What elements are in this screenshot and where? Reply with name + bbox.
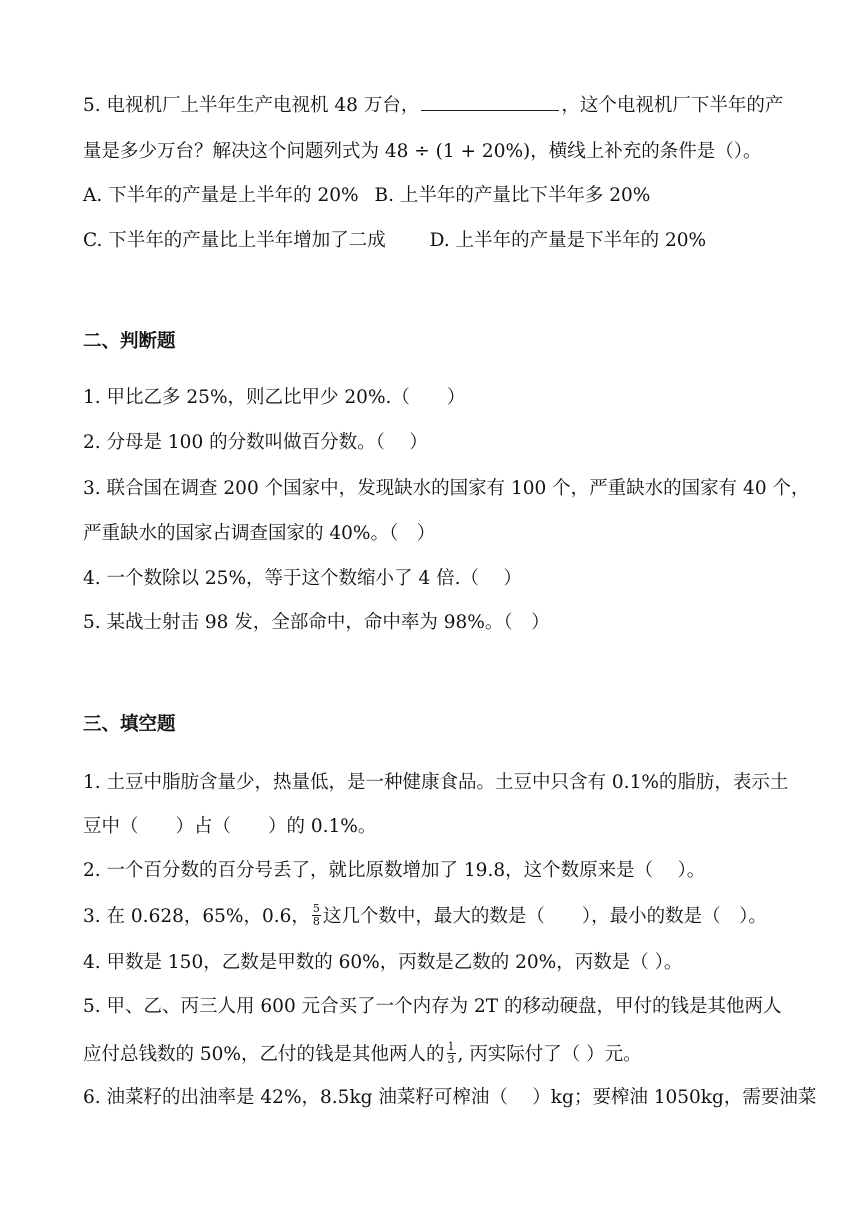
q5-text-b: ，这个电视机厂下半年的产 xyxy=(561,95,784,116)
fraction-numerator: 5 xyxy=(312,902,320,915)
section2-item-2: 2. 分母是 100 的分数叫做百分数。（ ） xyxy=(83,432,428,453)
fraction-denominator: 8 xyxy=(312,914,320,928)
q5-line1 xyxy=(83,96,783,116)
section3-q3 xyxy=(83,902,767,929)
section2-item-3-line1: 3. 联合国在调查 200 个国家中，发现缺水的国家有 100 个，严重缺水的国家有 40 个， xyxy=(83,478,810,499)
section3-q2: 2. 一个百分数的百分号丢了，就比原数增加了 19.8，这个数原来是（ ）。 xyxy=(83,860,706,881)
section2-item-3-line2: 严重缺水的国家占调查国家的 40%。（ ） xyxy=(83,523,436,544)
option-a: A. 下半年的产量是上半年的 20% xyxy=(83,185,359,206)
option-d: D. 上半年的产量是下半年的 20% xyxy=(429,230,707,251)
fraction-one-third xyxy=(447,1041,456,1065)
q5-line2: 量是多少万台？解决这个问题列式为 48 ÷ (1 + 20%)，横线上补充的条件是（）。 xyxy=(83,141,762,162)
section2-heading: 二、判断题 xyxy=(83,331,176,352)
q5-line2-text-b: , 丙实际付了（ ）元。 xyxy=(457,1044,642,1066)
section2-item-4: 4. 一个数除以 25%，等于这个数缩小了 4 倍.（ ） xyxy=(83,568,522,589)
fraction-denominator: 3 xyxy=(447,1052,455,1066)
q5-line2-text-a: 应付总钱数的 50%，乙付的钱是其他两人的 xyxy=(83,1044,445,1066)
section3-q6: 6. 油菜籽的出油率是 42%，8.5kg 油菜籽可榨油（ ）kg；要榨油 1050kg，需要油菜 xyxy=(83,1087,817,1108)
q5-text-a: 5. 电视机厂上半年生产电视机 48 万台， xyxy=(83,95,420,116)
option-b: B. 上半年的产量比下半年多 20% xyxy=(374,185,651,206)
q5-options-ab xyxy=(83,187,650,206)
fraction-five-eighths xyxy=(312,903,321,927)
section2-item-1: 1. 甲比乙多 25%，则乙比甲少 20%.（ ） xyxy=(83,387,466,408)
section2-item-5: 5. 某战士射击 98 发，全部命中，命中率为 98%。（ ） xyxy=(83,612,550,633)
section3-q1-line2: 豆中（ ）占（ ）的 0.1%。 xyxy=(83,816,377,837)
section3-q5-line2 xyxy=(83,1040,642,1067)
q3-text-b: 这几个数中，最大的数是（ ），最小的数是（ ）。 xyxy=(322,906,767,928)
section3-heading: 三、填空题 xyxy=(83,714,176,735)
option-c: C. 下半年的产量比上半年增加了二成 xyxy=(83,230,386,251)
section3-q4: 4. 甲数是 150，乙数是甲数的 60%，丙数是乙数的 20%，丙数是（ ）。 xyxy=(83,952,683,973)
answer-blank xyxy=(421,96,559,111)
q5-options-cd xyxy=(83,232,706,251)
section3-q1-line1: 1. 土豆中脂肪含量少，热量低，是一种健康食品。土豆中只含有 0.1%的脂肪，表示土 xyxy=(83,772,789,793)
section3-q5-line1: 5. 甲、乙、丙三人用 600 元合买了一个内存为 2T 的移动硬盘，甲付的钱是其他两人 xyxy=(83,996,782,1017)
fraction-numerator: 1 xyxy=(447,1040,455,1053)
q3-text-a: 3. 在 0.628，65%，0.6， xyxy=(83,906,310,928)
